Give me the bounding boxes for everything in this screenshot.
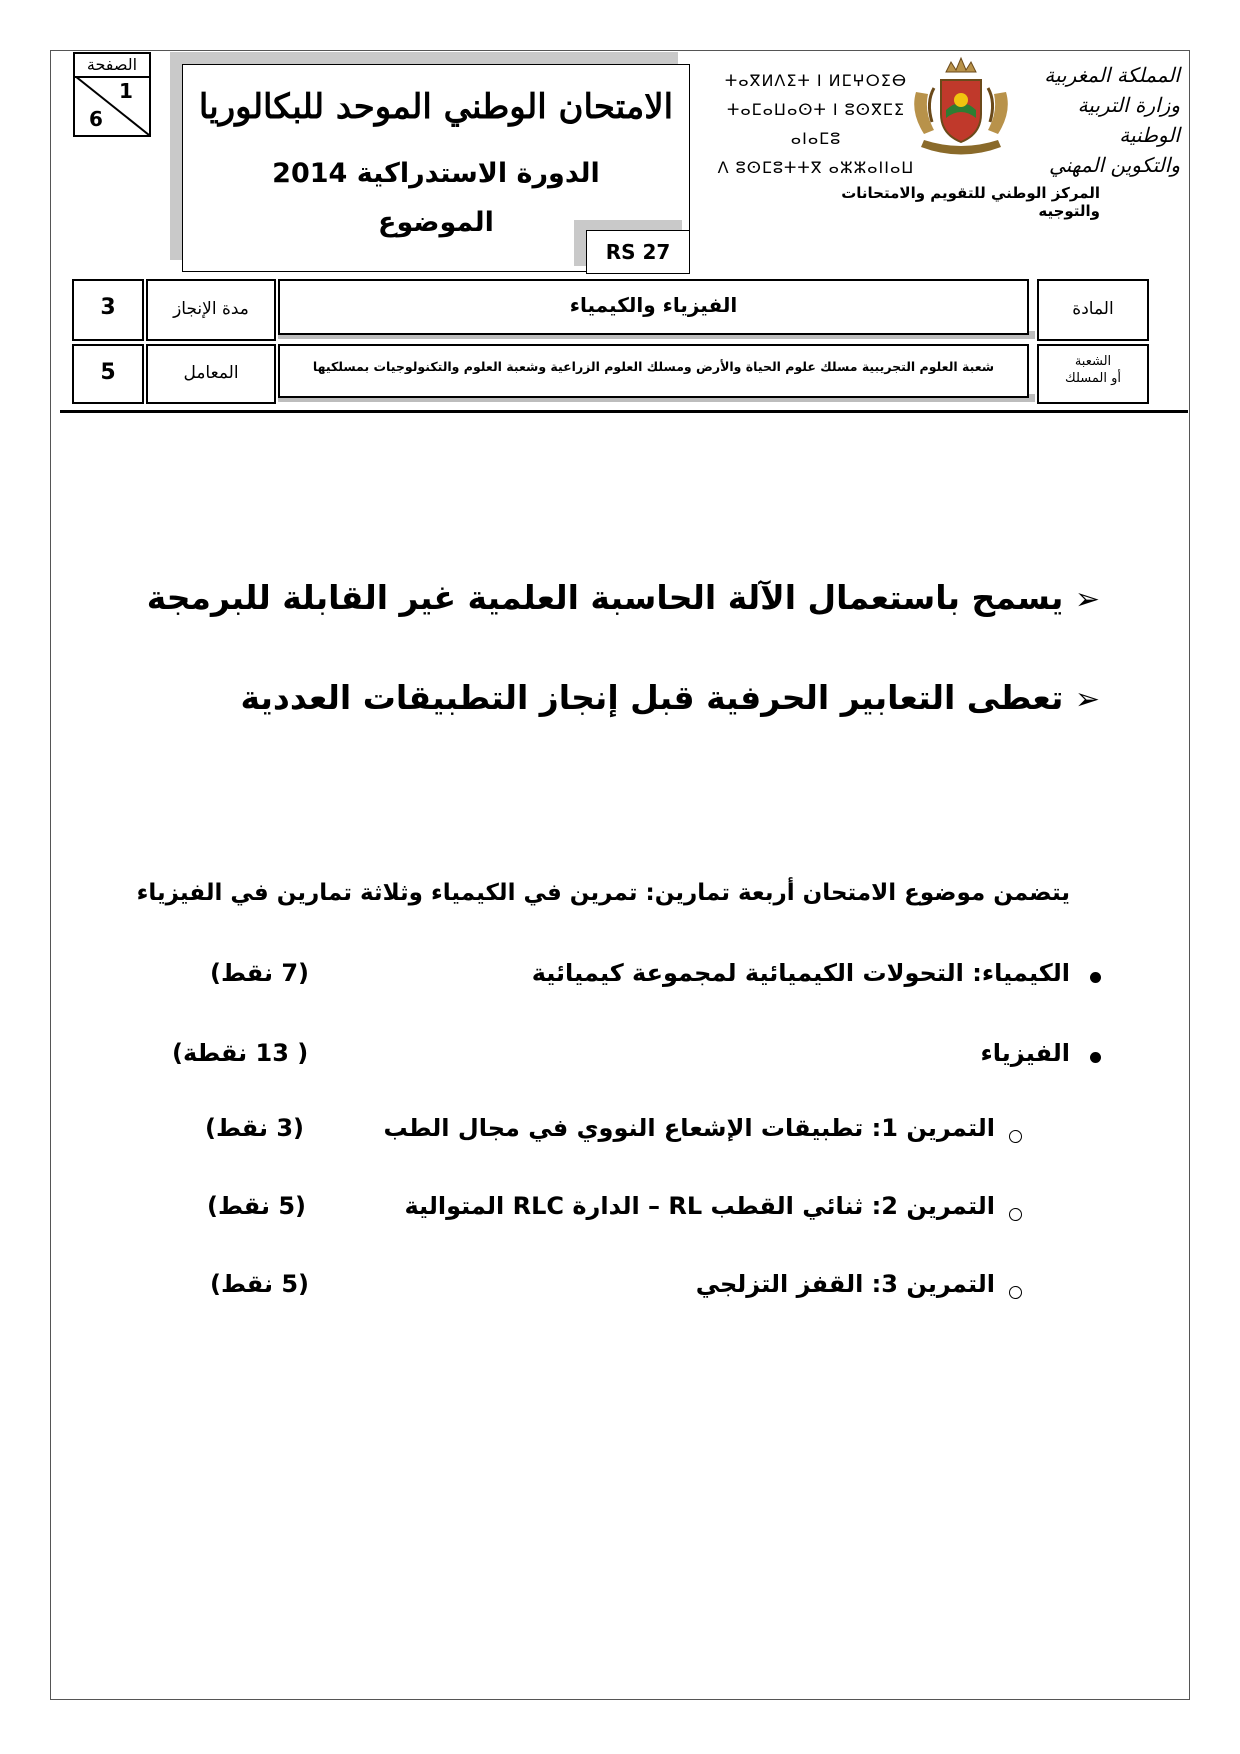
subject-label-cell: [1037, 279, 1149, 341]
tifinagh-text: [716, 66, 916, 182]
national-center: المركز الوطني للتقويم والامتحانات والتوجيه: [841, 184, 1100, 220]
exam-subject-label: الموضوع: [378, 207, 494, 238]
page-total: 6: [89, 107, 103, 131]
note-calculator: [100, 578, 1100, 617]
note-literal: [100, 678, 1100, 717]
page-label: الصفحة: [75, 54, 149, 78]
ministry-line-3: والتكوين المهني: [1048, 153, 1180, 177]
circle-bullet-icon: [1009, 1208, 1022, 1221]
branch-value: شعبة العلوم التجريبية مسلك علوم الحياة والأرض ومسلك العلوم الزراعية وشعبة العلوم والتكنولوجيات بمسلكيها: [312, 359, 995, 374]
exercise-2-label: التمرين 2: ثنائي القطب RL – الدارة RLC المتوالية: [404, 1192, 995, 1220]
exam-session: الدورة الاستدراكية 2014: [272, 158, 600, 189]
chemistry-points: (7 نقط): [210, 959, 309, 987]
ministry-line-2: وزارة التربية الوطنية: [1077, 93, 1180, 147]
coef-value-cell: [72, 344, 144, 404]
note-calculator-text: يسمح باستعمال الآلة الحاسبة العلمية غير القابلة للبرمجة: [146, 578, 1064, 617]
branch-label-cell: [1037, 344, 1149, 404]
physics-points: ( 13 نقطة): [172, 1039, 309, 1067]
coat-of-arms-icon: [906, 52, 1016, 162]
tifinagh-line-3: ⴷ ⵓⵙⵎⵓⵜⵜⴳ ⴰⵣⵣⴰⵏⵏⴰⵡ: [717, 158, 915, 177]
duration-label: مدة الإنجاز: [173, 299, 249, 319]
exercise-3-label: التمرين 3: القفز التزلجي: [695, 1270, 995, 1298]
subject-label: المادة: [1072, 299, 1114, 319]
page-number-box: [73, 52, 151, 137]
branch-label: [1039, 353, 1147, 387]
exam-intro: يتضمن موضوع الامتحان أربعة تمارين: تمرين في الكيمياء وثلاثة تمارين في الفيزياء: [136, 880, 1070, 906]
ministry-name: [1020, 60, 1180, 180]
arrow-icon: ➢: [1074, 582, 1100, 617]
chemistry-label: الكيمياء: التحولات الكيميائية لمجموعة كيميائية: [531, 959, 1070, 987]
tifinagh-line-1: ⵜⴰⴳⵍⴷⵉⵜ ⵏ ⵍⵎⵖⵔⵉⴱ: [724, 71, 908, 90]
exercise-1-points: (3 نقط): [205, 1114, 304, 1142]
duration-value-cell: [72, 279, 144, 341]
exam-code: RS 27: [586, 230, 690, 274]
duration-label-cell: [146, 279, 276, 341]
bullet-icon: [1090, 1052, 1101, 1063]
duration-value: 3: [100, 295, 116, 320]
arrow-icon: ➢: [1074, 682, 1100, 717]
branch-value-cell: [278, 344, 1029, 398]
page-current: 1: [119, 79, 133, 103]
subject-value-cell: [278, 279, 1029, 335]
coef-label: المعامل: [183, 363, 239, 383]
exercise-1-label: التمرين 1: تطبيقات الإشعاع النووي في مجال الطب: [383, 1114, 995, 1142]
coef-value: 5: [100, 360, 116, 385]
subject-value: الفيزياء والكيمياء: [569, 293, 738, 317]
tifinagh-line-2: ⵜⴰⵎⴰⵡⴰⵙⵜ ⵏ ⵓⵙⴳⵎⵉ ⴰⵏⴰⵎⵓ: [727, 100, 905, 148]
physics-label: الفيزياء: [980, 1039, 1070, 1067]
exercise-2-points: (5 نقط): [207, 1192, 306, 1220]
coef-label-cell: [146, 344, 276, 404]
branch-label-1: الشعبة: [1074, 354, 1112, 369]
header-divider: [60, 410, 1188, 413]
bullet-icon: [1090, 972, 1101, 983]
circle-bullet-icon: [1009, 1286, 1022, 1299]
branch-label-2: أو المسلك: [1065, 371, 1121, 386]
note-literal-text: تعطى التعابير الحرفية قبل إنجاز التطبيقات العددية: [240, 678, 1064, 717]
exam-title: الامتحان الوطني الموحد للبكالوريا: [198, 87, 674, 127]
circle-bullet-icon: [1009, 1130, 1022, 1143]
ministry-line-1: المملكة المغربية: [1044, 63, 1180, 87]
page-diagonal: [75, 76, 149, 135]
exercise-3-points: (5 نقط): [210, 1270, 309, 1298]
